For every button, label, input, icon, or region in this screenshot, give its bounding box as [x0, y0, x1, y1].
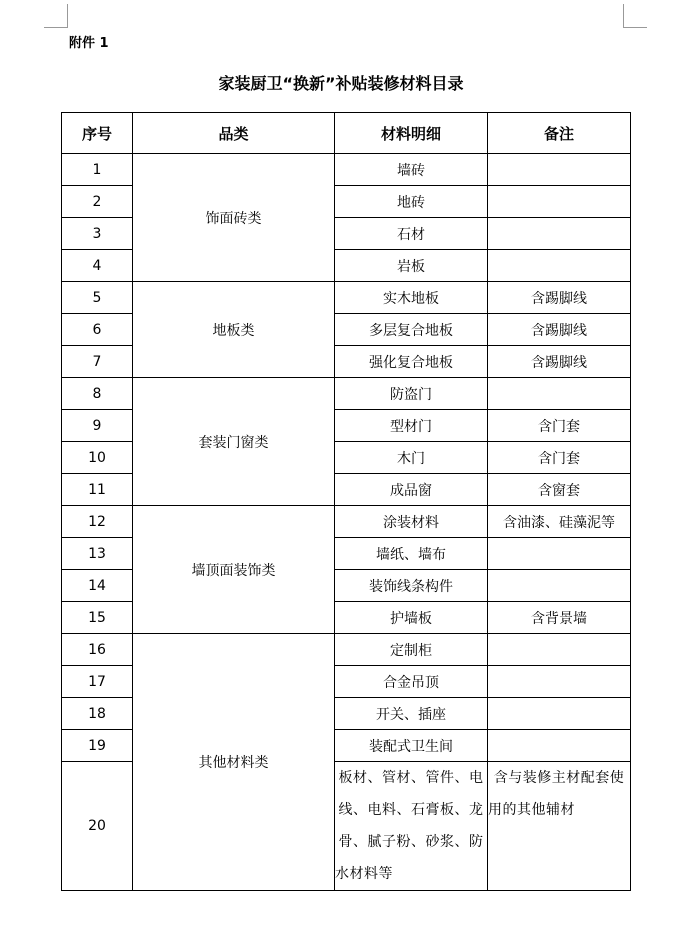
category-cell: 套装门窗类 — [133, 378, 335, 506]
row-item: 强化复合地板 — [335, 346, 488, 378]
category-cell: 墙顶面装饰类 — [133, 506, 335, 634]
row-item: 石材 — [335, 218, 488, 250]
row-item: 定制柜 — [335, 634, 488, 666]
materials-table — [61, 112, 631, 891]
row-no: 15 — [62, 602, 133, 634]
table-row — [62, 506, 631, 538]
row-item: 墙纸、墙布 — [335, 538, 488, 570]
row-note: 含油漆、硅藻泥等 — [488, 506, 631, 538]
row-no: 10 — [62, 442, 133, 474]
corner-mark-top-right-vertical — [623, 4, 624, 28]
corner-mark-top-left-horizontal — [44, 27, 68, 28]
row-item: 板材、管材、管件、电线、电料、石膏板、龙骨、腻子粉、砂浆、防水材料等 — [335, 762, 488, 891]
row-note — [488, 570, 631, 602]
row-note — [488, 698, 631, 730]
row-no: 13 — [62, 538, 133, 570]
corner-mark-top-left-vertical — [67, 4, 68, 28]
table-row — [62, 378, 631, 410]
category-cell: 其他材料类 — [133, 634, 335, 891]
corner-mark-top-right-horizontal — [623, 27, 647, 28]
row-item: 防盗门 — [335, 378, 488, 410]
row-note: 含与装修主材配套使用的其他辅材 — [488, 762, 631, 891]
header-item: 材料明细 — [335, 113, 488, 154]
row-no: 6 — [62, 314, 133, 346]
row-note — [488, 154, 631, 186]
row-no: 14 — [62, 570, 133, 602]
category-cell: 地板类 — [133, 282, 335, 378]
row-no: 7 — [62, 346, 133, 378]
annex-label: 附件 1 — [69, 36, 109, 51]
row-note: 含踢脚线 — [488, 346, 631, 378]
row-note: 含踢脚线 — [488, 282, 631, 314]
row-note — [488, 666, 631, 698]
header-category: 品类 — [133, 113, 335, 154]
row-item: 开关、插座 — [335, 698, 488, 730]
row-no: 20 — [62, 762, 133, 891]
row-item: 地砖 — [335, 186, 488, 218]
header-note: 备注 — [488, 113, 631, 154]
row-item: 实木地板 — [335, 282, 488, 314]
row-no: 16 — [62, 634, 133, 666]
document-title: 家装厨卫“换新”补贴装修材料目录 — [218, 74, 464, 93]
row-note — [488, 538, 631, 570]
row-note: 含门套 — [488, 410, 631, 442]
row-no: 17 — [62, 666, 133, 698]
row-note: 含踢脚线 — [488, 314, 631, 346]
row-no: 19 — [62, 730, 133, 762]
row-item: 墙砖 — [335, 154, 488, 186]
row-item: 岩板 — [335, 250, 488, 282]
row-no: 9 — [62, 410, 133, 442]
category-cell: 饰面砖类 — [133, 154, 335, 282]
row-item: 成品窗 — [335, 474, 488, 506]
row-note: 含背景墙 — [488, 602, 631, 634]
row-no: 2 — [62, 186, 133, 218]
row-note: 含门套 — [488, 442, 631, 474]
table-row — [62, 634, 631, 666]
row-no: 18 — [62, 698, 133, 730]
row-item: 型材门 — [335, 410, 488, 442]
row-note — [488, 634, 631, 666]
row-item: 木门 — [335, 442, 488, 474]
row-no: 1 — [62, 154, 133, 186]
table-row — [62, 282, 631, 314]
row-item: 装饰线条构件 — [335, 570, 488, 602]
row-item: 合金吊顶 — [335, 666, 488, 698]
table-header-row — [62, 113, 631, 154]
row-note — [488, 186, 631, 218]
row-no: 8 — [62, 378, 133, 410]
row-item: 涂装材料 — [335, 506, 488, 538]
row-note — [488, 250, 631, 282]
row-item: 护墙板 — [335, 602, 488, 634]
row-item: 多层复合地板 — [335, 314, 488, 346]
row-no: 5 — [62, 282, 133, 314]
row-note — [488, 378, 631, 410]
row-note — [488, 730, 631, 762]
row-item: 装配式卫生间 — [335, 730, 488, 762]
row-no: 3 — [62, 218, 133, 250]
header-no: 序号 — [62, 113, 133, 154]
row-note: 含窗套 — [488, 474, 631, 506]
table-row — [62, 154, 631, 186]
row-note — [488, 218, 631, 250]
row-no: 4 — [62, 250, 133, 282]
row-no: 12 — [62, 506, 133, 538]
row-no: 11 — [62, 474, 133, 506]
